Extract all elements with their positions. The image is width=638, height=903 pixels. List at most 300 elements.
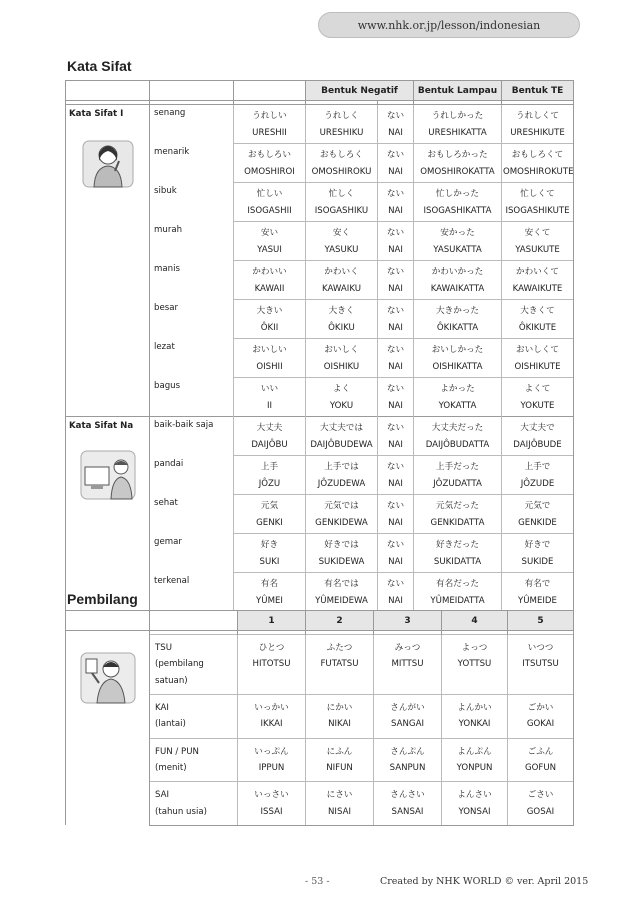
- past-form-romaji: URESHIKATTA: [428, 128, 487, 138]
- counter-romaji: GOSAI: [526, 806, 555, 817]
- dictionary-form-japanese: 忙しい: [256, 189, 283, 199]
- negative-stem-romaji: DAIJÔBUDEWA: [310, 440, 373, 450]
- negative-stem-romaji: ISOGASHIKU: [314, 206, 369, 216]
- nai-suffix-cell: [378, 573, 414, 612]
- dictionary-form-japanese: かわいい: [252, 267, 287, 277]
- past-form-japanese: 有名だった: [436, 579, 479, 589]
- dictionary-form-romaji: OISHII: [256, 362, 283, 372]
- counter-value-cell: [508, 635, 574, 695]
- te-form-romaji: JÔZUDE: [520, 479, 555, 489]
- past-form-japanese: 大きかった: [436, 306, 479, 316]
- counter-label-cell: [150, 635, 238, 695]
- counter-japanese: ごかい: [527, 702, 554, 713]
- header-negative-form: Bentuk Negatif: [306, 81, 414, 101]
- negative-stem-japanese: うれしく: [324, 111, 359, 121]
- dictionary-form-japanese: 大丈夫: [256, 423, 283, 433]
- header-number-4: 4: [442, 611, 508, 631]
- te-form-cell: [502, 378, 574, 417]
- man-holding-card-illustration: [77, 647, 139, 709]
- header-number-3: 3: [374, 611, 442, 631]
- table-row: [66, 105, 574, 144]
- past-form-romaji: SUKIDATTA: [433, 557, 482, 567]
- te-form-romaji: OISHIKUTE: [514, 362, 561, 372]
- dictionary-form-cell: [234, 222, 306, 261]
- counter-value-cell: [374, 635, 442, 695]
- counter-japanese: よんぷん: [457, 746, 492, 757]
- table-row: [66, 417, 574, 456]
- nai-suffix-romaji: NAI: [388, 362, 403, 372]
- counter-romaji: NISAI: [328, 806, 351, 817]
- indonesian-meaning: lezat: [150, 339, 234, 378]
- dictionary-form-romaji: OMOSHIROI: [244, 167, 295, 177]
- negative-stem-romaji: SUKIDEWA: [318, 557, 365, 567]
- dictionary-form-romaji: SUKI: [259, 557, 280, 567]
- indonesian-meaning: manis: [150, 261, 234, 300]
- te-form-cell: [502, 534, 574, 573]
- indonesian-meaning: gemar: [150, 534, 234, 573]
- nai-suffix-cell: [378, 417, 414, 456]
- dictionary-form-cell: [234, 573, 306, 612]
- te-form-cell: [502, 417, 574, 456]
- nai-suffix-romaji: NAI: [388, 557, 403, 567]
- past-form-japanese: うれしかった: [431, 111, 484, 121]
- past-form-romaji: GENKIDATTA: [430, 518, 485, 528]
- counter-romaji: ISSAI: [260, 806, 283, 817]
- counter-value-cell: [238, 694, 306, 738]
- dictionary-form-romaji: YÛMEI: [256, 596, 283, 606]
- nai-suffix-romaji: NAI: [388, 128, 403, 138]
- te-form-romaji: SUKIDE: [521, 557, 554, 567]
- counter-japanese: みっつ: [394, 643, 421, 653]
- indonesian-meaning: pandai: [150, 456, 234, 495]
- counter-label-cell: [150, 738, 238, 782]
- negative-stem-cell: [306, 417, 378, 456]
- nai-suffix-cell: [378, 222, 414, 261]
- nai-suffix-romaji: NAI: [388, 206, 403, 216]
- counter-romaji: SANGAI: [391, 719, 424, 730]
- dictionary-form-romaji: URESHII: [252, 128, 287, 138]
- te-form-japanese: かわいくて: [516, 267, 559, 277]
- negative-stem-cell: [306, 105, 378, 144]
- counter-japanese: にかい: [326, 702, 353, 713]
- section-title-kata-sifat: Kata Sifat: [67, 58, 132, 74]
- nai-suffix-romaji: NAI: [388, 167, 403, 177]
- counter-value-cell: [306, 635, 374, 695]
- dictionary-form-cell: [234, 456, 306, 495]
- te-form-cell: [502, 573, 574, 612]
- nai-suffix-japanese: ない: [386, 384, 405, 394]
- nai-suffix-romaji: NAI: [388, 518, 403, 528]
- header-blank: [66, 81, 150, 101]
- counter-japanese: にふん: [326, 746, 353, 757]
- te-form-cell: [502, 495, 574, 534]
- indonesian-meaning: sibuk: [150, 183, 234, 222]
- past-form-cell: [414, 378, 502, 417]
- counter-japanese: いっかい: [254, 702, 289, 713]
- nai-suffix-cell: [378, 261, 414, 300]
- past-form-cell: [414, 144, 502, 183]
- indonesian-meaning: senang: [150, 105, 234, 144]
- counter-label2: (pembilang: [155, 659, 204, 670]
- past-form-romaji: YASUKATTA: [433, 245, 482, 255]
- counter-romaji: MITTSU: [391, 659, 424, 670]
- te-form-romaji: YÛMEIDE: [518, 596, 557, 606]
- header-number-2: 2: [306, 611, 374, 631]
- counter-value-cell: [374, 782, 442, 826]
- nai-suffix-romaji: NAI: [388, 440, 403, 450]
- nai-suffix-cell: [378, 339, 414, 378]
- counter-japanese: ふたつ: [326, 643, 353, 653]
- negative-stem-cell: [306, 222, 378, 261]
- past-form-cell: [414, 261, 502, 300]
- negative-stem-romaji: KAWAIKU: [321, 284, 362, 294]
- past-form-cell: [414, 222, 502, 261]
- counter-romaji: YONSAI: [458, 806, 491, 817]
- nai-suffix-cell: [378, 534, 414, 573]
- te-form-japanese: 忙しくて: [520, 189, 555, 199]
- negative-stem-japanese: 忙しく: [328, 189, 355, 199]
- te-form-cell: [502, 300, 574, 339]
- dictionary-form-cell: [234, 495, 306, 534]
- counter-japanese: よっつ: [461, 643, 488, 653]
- past-form-japanese: かわいかった: [431, 267, 484, 277]
- counter-value-cell: [238, 635, 306, 695]
- te-form-japanese: 上手で: [524, 462, 551, 472]
- nai-suffix-romaji: NAI: [388, 479, 403, 489]
- past-form-cell: [414, 183, 502, 222]
- dictionary-form-romaji: II: [266, 401, 273, 411]
- footer-credit: Created by NHK WORLD © ver. April 2015: [380, 876, 589, 887]
- negative-stem-romaji: OMOSHIROKU: [311, 167, 372, 177]
- negative-stem-japanese: 好きでは: [324, 540, 359, 550]
- counter-romaji: GOFUN: [524, 762, 557, 773]
- adjective-table: [65, 80, 574, 612]
- te-form-japanese: 大丈夫で: [520, 423, 555, 433]
- nai-suffix-japanese: ない: [386, 540, 405, 550]
- te-form-cell: [502, 261, 574, 300]
- nai-suffix-japanese: ない: [386, 579, 405, 589]
- negative-stem-cell: [306, 183, 378, 222]
- te-form-romaji: ISOGASHIKUTE: [505, 206, 570, 216]
- counter-value-cell: [508, 738, 574, 782]
- counter-value-cell: [374, 738, 442, 782]
- man-at-computer-illustration: [77, 443, 139, 505]
- dictionary-form-japanese: 安い: [260, 228, 279, 238]
- past-form-japanese: 上手だった: [436, 462, 479, 472]
- dictionary-form-cell: [234, 105, 306, 144]
- negative-stem-romaji: JÔZUDEWA: [317, 479, 366, 489]
- past-form-cell: [414, 573, 502, 612]
- counter-label2: (lantai): [155, 719, 186, 730]
- counter-label-cell: [150, 694, 238, 738]
- te-form-romaji: URESHIKUTE: [510, 128, 565, 138]
- te-form-romaji: OMOSHIROKUTE: [503, 167, 574, 177]
- indonesian-meaning: sehat: [150, 495, 234, 534]
- nai-suffix-japanese: ない: [386, 423, 405, 433]
- counter-value-cell: [238, 782, 306, 826]
- dictionary-form-romaji: GENKI: [256, 518, 283, 528]
- negative-stem-romaji: YOKU: [329, 401, 354, 411]
- te-form-japanese: 元気で: [524, 501, 551, 511]
- dictionary-form-japanese: おいしい: [252, 345, 287, 355]
- header-past-form: Bentuk Lampau: [414, 81, 502, 101]
- dictionary-form-japanese: うれしい: [252, 111, 287, 121]
- negative-stem-japanese: よく: [332, 384, 351, 394]
- nai-suffix-cell: [378, 105, 414, 144]
- te-form-romaji: ÔKIKUTE: [518, 323, 557, 333]
- counter-value-cell: [306, 694, 374, 738]
- past-form-japanese: 大丈夫だった: [431, 423, 484, 433]
- nai-suffix-cell: [378, 495, 414, 534]
- counter-japanese: ごさい: [527, 790, 554, 801]
- dictionary-form-cell: [234, 534, 306, 573]
- te-form-romaji: GENKIDE: [518, 518, 557, 528]
- nai-suffix-japanese: ない: [386, 462, 405, 472]
- past-form-romaji: OMOSHIROKATTA: [420, 167, 495, 177]
- counter-value-cell: [238, 738, 306, 782]
- dictionary-form-romaji: ISOGASHII: [247, 206, 292, 216]
- dictionary-form-japanese: 元気: [260, 501, 279, 511]
- dictionary-form-japanese: 有名: [260, 579, 279, 589]
- counter-romaji: YONKAI: [458, 719, 491, 730]
- counter-romaji: YOTTSU: [457, 659, 492, 670]
- counter-label2: (tahun usia): [155, 806, 207, 817]
- negative-stem-japanese: かわいく: [324, 267, 359, 277]
- te-form-romaji: YASUKUTE: [515, 245, 560, 255]
- dictionary-form-romaji: ÔKII: [260, 323, 279, 333]
- negative-stem-cell: [306, 339, 378, 378]
- indonesian-meaning: baik-baik saja: [150, 417, 234, 456]
- adjective-group-label: Kata Sifat I: [69, 109, 124, 119]
- negative-stem-japanese: 有名では: [324, 579, 359, 589]
- te-form-romaji: DAIJÔBUDE: [513, 440, 562, 450]
- counter-japanese: いつつ: [527, 643, 554, 653]
- negative-stem-cell: [306, 573, 378, 612]
- nai-suffix-romaji: NAI: [388, 323, 403, 333]
- te-form-cell: [502, 339, 574, 378]
- section-title-pembilang: Pembilang: [67, 591, 138, 607]
- indonesian-meaning: murah: [150, 222, 234, 261]
- past-form-romaji: JÔZUDATTA: [433, 479, 482, 489]
- header-blank: [66, 611, 150, 631]
- negative-stem-cell: [306, 261, 378, 300]
- counter-table: [65, 610, 574, 826]
- counter-value-cell: [508, 782, 574, 826]
- counter-label1: SAI: [155, 790, 170, 801]
- te-form-japanese: よくて: [524, 384, 551, 394]
- counter-value-cell: [508, 694, 574, 738]
- past-form-japanese: 好きだった: [436, 540, 479, 550]
- counter-romaji: NIKAI: [328, 719, 351, 730]
- dictionary-form-japanese: 上手: [260, 462, 279, 472]
- past-form-japanese: おいしかった: [431, 345, 484, 355]
- counter-japanese: さんさい: [390, 790, 425, 801]
- te-form-cell: [502, 222, 574, 261]
- negative-stem-japanese: 上手では: [324, 462, 359, 472]
- counter-value-cell: [374, 694, 442, 738]
- counter-romaji: GOKAI: [526, 719, 555, 730]
- te-form-japanese: 好きで: [524, 540, 551, 550]
- negative-stem-cell: [306, 495, 378, 534]
- nai-suffix-japanese: ない: [386, 150, 405, 160]
- negative-stem-japanese: 元気では: [324, 501, 359, 511]
- negative-stem-cell: [306, 144, 378, 183]
- indonesian-meaning: menarik: [150, 144, 234, 183]
- past-form-japanese: 安かった: [440, 228, 475, 238]
- counter-label2: (menit): [155, 762, 187, 773]
- nai-suffix-cell: [378, 183, 414, 222]
- nai-suffix-japanese: ない: [386, 501, 405, 511]
- past-form-romaji: ÔKIKATTA: [436, 323, 479, 333]
- nai-suffix-cell: [378, 456, 414, 495]
- past-form-romaji: KAWAIKATTA: [430, 284, 485, 294]
- te-form-cell: [502, 456, 574, 495]
- counter-label3: satuan): [155, 675, 188, 686]
- counter-romaji: HITOTSU: [252, 659, 291, 670]
- dictionary-form-romaji: KAWAII: [254, 284, 285, 294]
- nai-suffix-cell: [378, 144, 414, 183]
- past-form-japanese: おもしろかった: [427, 150, 488, 160]
- dictionary-form-cell: [234, 300, 306, 339]
- negative-stem-cell: [306, 378, 378, 417]
- counter-japanese: よんかい: [457, 702, 492, 713]
- counter-japanese: ひとつ: [258, 643, 285, 653]
- counter-romaji: IPPUN: [258, 762, 285, 773]
- header-blank: [150, 611, 238, 631]
- past-form-cell: [414, 339, 502, 378]
- counter-value-cell: [442, 738, 508, 782]
- counter-japanese: ごふん: [527, 746, 554, 757]
- past-form-cell: [414, 534, 502, 573]
- counter-label1: KAI: [155, 702, 169, 713]
- negative-stem-romaji: OISHIKU: [323, 362, 360, 372]
- counter-label-cell: [150, 782, 238, 826]
- adjective-group-cell: [66, 105, 150, 417]
- te-form-cell: [502, 105, 574, 144]
- source-url-badge: [318, 12, 580, 38]
- past-form-cell: [414, 456, 502, 495]
- counter-romaji: IKKAI: [260, 719, 283, 730]
- counter-value-cell: [442, 694, 508, 738]
- nai-suffix-cell: [378, 300, 414, 339]
- adjective-group-label: Kata Sifat Na: [69, 421, 134, 431]
- dictionary-form-japanese: いい: [260, 384, 279, 394]
- header-blank: [234, 81, 306, 101]
- counter-value-cell: [306, 738, 374, 782]
- nai-suffix-japanese: ない: [386, 345, 405, 355]
- past-form-japanese: 元気だった: [436, 501, 479, 511]
- past-form-japanese: 忙しかった: [436, 189, 479, 199]
- counter-romaji: FUTATSU: [320, 659, 359, 670]
- dictionary-form-japanese: おもしろい: [248, 150, 291, 160]
- woman-thinking-illustration: [77, 131, 139, 193]
- te-form-japanese: うれしくて: [516, 111, 559, 121]
- counter-value-cell: [442, 635, 508, 695]
- counter-romaji: SANSAI: [391, 806, 424, 817]
- counter-romaji: SANPUN: [389, 762, 426, 773]
- past-form-romaji: YÛMEIDATTA: [430, 596, 485, 606]
- dictionary-form-cell: [234, 417, 306, 456]
- header-blank: [150, 81, 234, 101]
- indonesian-meaning: besar: [150, 300, 234, 339]
- nai-suffix-japanese: ない: [386, 111, 405, 121]
- counter-japanese: よんさい: [457, 790, 492, 801]
- page-number: - 53 -: [305, 876, 330, 887]
- past-form-japanese: よかった: [440, 384, 475, 394]
- dictionary-form-cell: [234, 378, 306, 417]
- dictionary-form-japanese: 好き: [260, 540, 279, 550]
- counter-table-header: [66, 611, 574, 631]
- negative-stem-romaji: URESHIKU: [319, 128, 364, 138]
- indonesian-meaning: bagus: [150, 378, 234, 417]
- dictionary-form-romaji: JÔZU: [258, 479, 281, 489]
- counter-japanese: いっさい: [254, 790, 289, 801]
- past-form-romaji: ISOGASHIKATTA: [423, 206, 492, 216]
- negative-stem-romaji: GENKIDEWA: [315, 518, 368, 528]
- dictionary-form-japanese: 大きい: [256, 306, 283, 316]
- nai-suffix-romaji: NAI: [388, 596, 403, 606]
- te-form-japanese: 安くて: [524, 228, 551, 238]
- dictionary-form-cell: [234, 144, 306, 183]
- te-form-japanese: 大きくて: [520, 306, 555, 316]
- past-form-romaji: OISHIKATTA: [432, 362, 483, 372]
- nai-suffix-japanese: ない: [386, 189, 405, 199]
- past-form-cell: [414, 300, 502, 339]
- source-url: www.nhk.or.jp/lesson/indonesian: [357, 18, 541, 32]
- past-form-cell: [414, 495, 502, 534]
- counter-value-cell: [306, 782, 374, 826]
- table-row: [66, 635, 574, 695]
- nai-suffix-romaji: NAI: [388, 284, 403, 294]
- nai-suffix-romaji: NAI: [388, 245, 403, 255]
- counter-japanese: さんぷん: [390, 746, 425, 757]
- te-form-romaji: KAWAIKUTE: [512, 284, 563, 294]
- dictionary-form-cell: [234, 261, 306, 300]
- past-form-cell: [414, 417, 502, 456]
- header-number-5: 5: [508, 611, 574, 631]
- negative-stem-cell: [306, 534, 378, 573]
- nai-suffix-romaji: NAI: [388, 401, 403, 411]
- past-form-cell: [414, 105, 502, 144]
- te-form-japanese: おもしろくて: [511, 150, 564, 160]
- negative-stem-romaji: YÛMEIDEWA: [315, 596, 368, 606]
- negative-stem-romaji: ÔKIKU: [328, 323, 355, 333]
- counter-japanese: にさい: [326, 790, 353, 801]
- negative-stem-romaji: YASUKU: [324, 245, 359, 255]
- nai-suffix-japanese: ない: [386, 267, 405, 277]
- negative-stem-japanese: おもしろく: [320, 150, 363, 160]
- counter-value-cell: [442, 782, 508, 826]
- indonesian-meaning: terkenal: [150, 573, 234, 612]
- te-form-cell: [502, 183, 574, 222]
- adjective-table-header: [66, 81, 574, 101]
- counter-romaji: YONPUN: [456, 762, 493, 773]
- negative-stem-japanese: おいしく: [324, 345, 359, 355]
- counter-illustration-cell: [66, 635, 150, 826]
- negative-stem-cell: [306, 456, 378, 495]
- counter-label1: FUN / PUN: [155, 746, 199, 757]
- counter-romaji: ITSUTSU: [522, 659, 559, 670]
- nai-suffix-cell: [378, 378, 414, 417]
- past-form-romaji: YOKATTA: [438, 401, 477, 411]
- adjective-group-cell: [66, 417, 150, 612]
- te-form-cell: [502, 144, 574, 183]
- negative-stem-japanese: 安く: [332, 228, 351, 238]
- header-te-form: Bentuk TE: [502, 81, 574, 101]
- counter-japanese: いっぷん: [254, 746, 289, 757]
- negative-stem-japanese: 大きく: [328, 306, 355, 316]
- counter-label1: TSU: [155, 643, 172, 653]
